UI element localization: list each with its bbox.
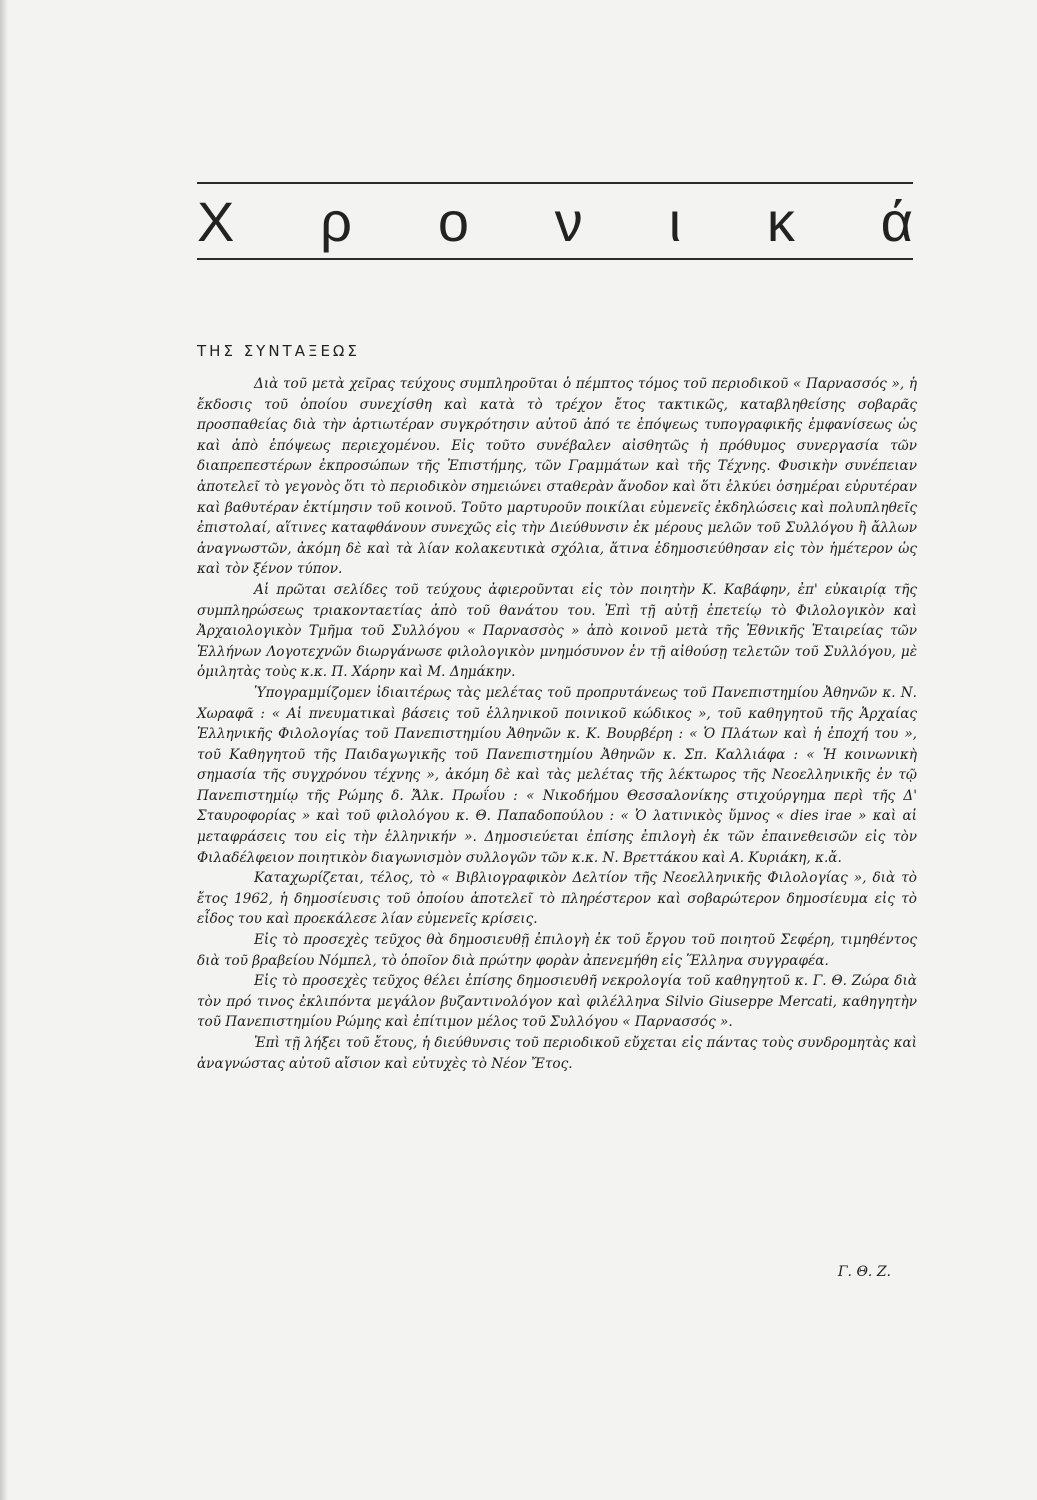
title-letter: ρ (320, 190, 353, 253)
paragraph: Ἐπὶ τῇ λήξει τοῦ ἔτους, ἡ διεύθυνσις τοῦ περιοδικοῦ εὔχεται εἰς πάντας τοὺς συνδρομητὰς καὶ ἀναγνώστας αὐτοῦ αἴσιον καὶ εὐτυχὲς τὸ Νέον Ἔτος. (197, 1035, 917, 1072)
section-heading: ΤΗΣ ΣΥΝΤΑΞΕΩΣ (197, 342, 360, 360)
paragraph: Εἰς τὸ προσεχὲς τεῦχος θέλει ἐπίσης δημοσιευθῆ νεκρολογία τοῦ καθηγητοῦ κ. Γ. Θ. Ζώρα διὰ τὸν πρό τινος ἐκλιπόντα μεγάλον βυζαντινολόγον καὶ φιλέλληνα Silvio Giuseppe Mercati, καθηγητὴν τοῦ Πανεπιστημίου Ρώμης καὶ ἐπίτιμον μέλος τοῦ Συλλόγου « Παρνασσός ». (197, 973, 917, 1031)
title-letter: κ (766, 190, 795, 253)
page-title (197, 190, 913, 254)
page-edge (0, 0, 8, 1500)
paragraph: Καταχωρίζεται, τέλος, τὸ « Βιβλιογραφικὸν Δελτίον τῆς Νεοελληνικῆς Φιλολογίας », διὰ τὸ ἔτος 1962, ἡ δημοσίευσις τοῦ ὁποίου ἀποτελεῖ τὸ πληρέστερον καὶ σοβαρώτερον δημοσίευμα εἰς τὸ εἶδος του καὶ προεκάλεσε λίαν εὐμενεῖς κρίσεις. (197, 870, 917, 928)
title-letter: ν (554, 190, 583, 253)
title-letter: ι (668, 190, 682, 253)
title-bottom-rule (197, 258, 913, 260)
title-letter: Χ (197, 190, 235, 253)
title-letter: ο (437, 190, 469, 253)
paragraph: Αἱ πρῶται σελίδες τοῦ τεύχους ἀφιεροῦνται εἰς τὸν ποιητὴν Κ. Καβάφην, ἐπ' εὐκαιρίᾳ τῆς συμπληρώσεως τριακονταετίας ἀπὸ τοῦ θανάτου του. Ἐπὶ τῇ αὐτῇ ἐπετείῳ τὸ Φιλολογικὸν καὶ Ἀρχαιολογικὸν Τμῆμα τοῦ Συλλόγου « Παρνασσὸς » ἀπὸ κοινοῦ μετὰ τῆς Ἐθνικῆς Ἑταιρείας τῶν Ἑλλήνων Λογοτεχνῶν διωργάνωσε φιλολογικὸν μνημόσυνον ἐν τῇ αἰθούσῃ τελετῶν τοῦ Συλλόγου, μὲ ὁμιλητὰς τοὺς κ.κ. Π. Χάρην καὶ Μ. Δημάκην. (197, 581, 917, 681)
article-body (197, 374, 917, 1074)
paragraph: Διὰ τοῦ μετὰ χεῖρας τεύχους συμπληροῦται ὁ πέμπτος τόμος τοῦ περιοδικοῦ « Παρνασσός », ἡ ἔκδοσις τοῦ ὁποίου συνεχίσθη καὶ κατὰ τὸ τρέχον ἔτος τακτικῶς, καταβληθείσης σοβαρᾶς προσπαθείας διὰ τὴν ἀρτιωτέραν συγκρότησιν αὐτοῦ ἀπό τε ἐπόψεως τυπογραφικῆς ἐμφανίσεως ὡς καὶ ἀπὸ ἐπόψεως περιεχομένου. Εἰς τοῦτο συνέβαλεν αἰσθητῶς ἡ πρόθυμος συνεργασία τῶν διαπρεπεστέρων ἐκπροσώπων τῆς Ἐπιστήμης, τῶν Γραμμάτων καὶ τῆς Τέχνης. Φυσικὴν συνέπειαν ἀποτελεῖ τὸ γεγονὸς ὅτι τὸ περιοδικὸν σημειώνει σταθερὰν ἄνοδον καὶ ὅτι ἑλκύει ὁσημέραι εὐρυτέραν καὶ βαθυτέραν ἐκτίμησιν τοῦ κοινοῦ. Τοῦτο μαρτυροῦν ποικίλαι εὐμενεῖς ἐκδηλώσεις καὶ πολυπληθεῖς ἐπιστολαί, αἵτινες καταφθάνουν συνεχῶς εἰς τὴν Διεύθυνσιν ἐκ μέρους μελῶν τοῦ Συλλόγου ἢ ἄλλων ἀναγνωστῶν, ἀκόμη δὲ καὶ τὰ λίαν κολακευτικὰ σχόλια, ἅτινα ἐδημοσιεύθησαν εἰς τὸν ἡμέτερον ὡς καὶ τὸν ξένον τύπον. (197, 376, 917, 578)
title-letter: ά (880, 190, 913, 253)
signature: Γ. Θ. Ζ. (837, 1264, 891, 1280)
title-top-rule (197, 182, 913, 184)
paragraph: Εἰς τὸ προσεχὲς τεῦχος θὰ δημοσιευθῇ ἐπιλογὴ ἐκ τοῦ ἔργου τοῦ ποιητοῦ Σεφέρη, τιμηθέντος διὰ τοῦ βραβείου Νόμπελ, τὸ ὁποῖον διὰ πρώτην φορὰν ἀπενεμήθη εἰς Ἕλληνα συγγραφέα. (197, 932, 917, 969)
paragraph: Ὑπογραμμίζομεν ἰδιαιτέρως τὰς μελέτας τοῦ προπρυτάνεως τοῦ Πανεπιστημίου Ἀθηνῶν κ. Ν. Χωραφᾶ : « Αἱ πνευματικαὶ βάσεις τοῦ ἑλληνικοῦ ποινικοῦ κώδικος », τοῦ καθηγητοῦ τῆς Ἀρχαίας Ἑλληνικῆς Φιλολογίας τοῦ Πανεπιστημίου Ἀθηνῶν κ. Κ. Βουρβέρη : « Ὁ Πλάτων καὶ ἡ ἐποχή του », τοῦ Καθηγητοῦ τῆς Παιδαγωγικῆς τοῦ Πανεπιστημίου Ἀθηνῶν κ. Σπ. Καλλιάφα : « Ἡ κοινωνικὴ σημασία τῆς συγχρόνου τέχνης », ἀκόμη δὲ καὶ τὰς μελέτας τῆς λέκτωρος τῆς Νεοελληνικῆς ἐν τῷ Πανεπιστημίῳ τῆς Ρώμης δ. Ἄλκ. Πρωΐου : « Νικοδήμου Θεσσαλονίκης στιχούργημα περὶ τῆς Δ' Σταυροφορίας » καὶ τοῦ φιλολόγου κ. Θ. Παπαδοπούλου : « Ὁ λατινικὸς ὕμνος « dies irae » καὶ αἱ μεταφράσεις του εἰς τὴν ἑλληνικήν ». Δημοσιεύεται ἐπίσης ἐπιλογὴ ἐκ τῶν ἐπαινεθεισῶν εἰς τὸν Φιλαδέλφειον ποιητικὸν διαγωνισμὸν συλλογῶν τῶν κ.κ. Ν. Βρεττάκου καὶ Α. Κυριάκη, κ.ἄ. (197, 684, 917, 866)
